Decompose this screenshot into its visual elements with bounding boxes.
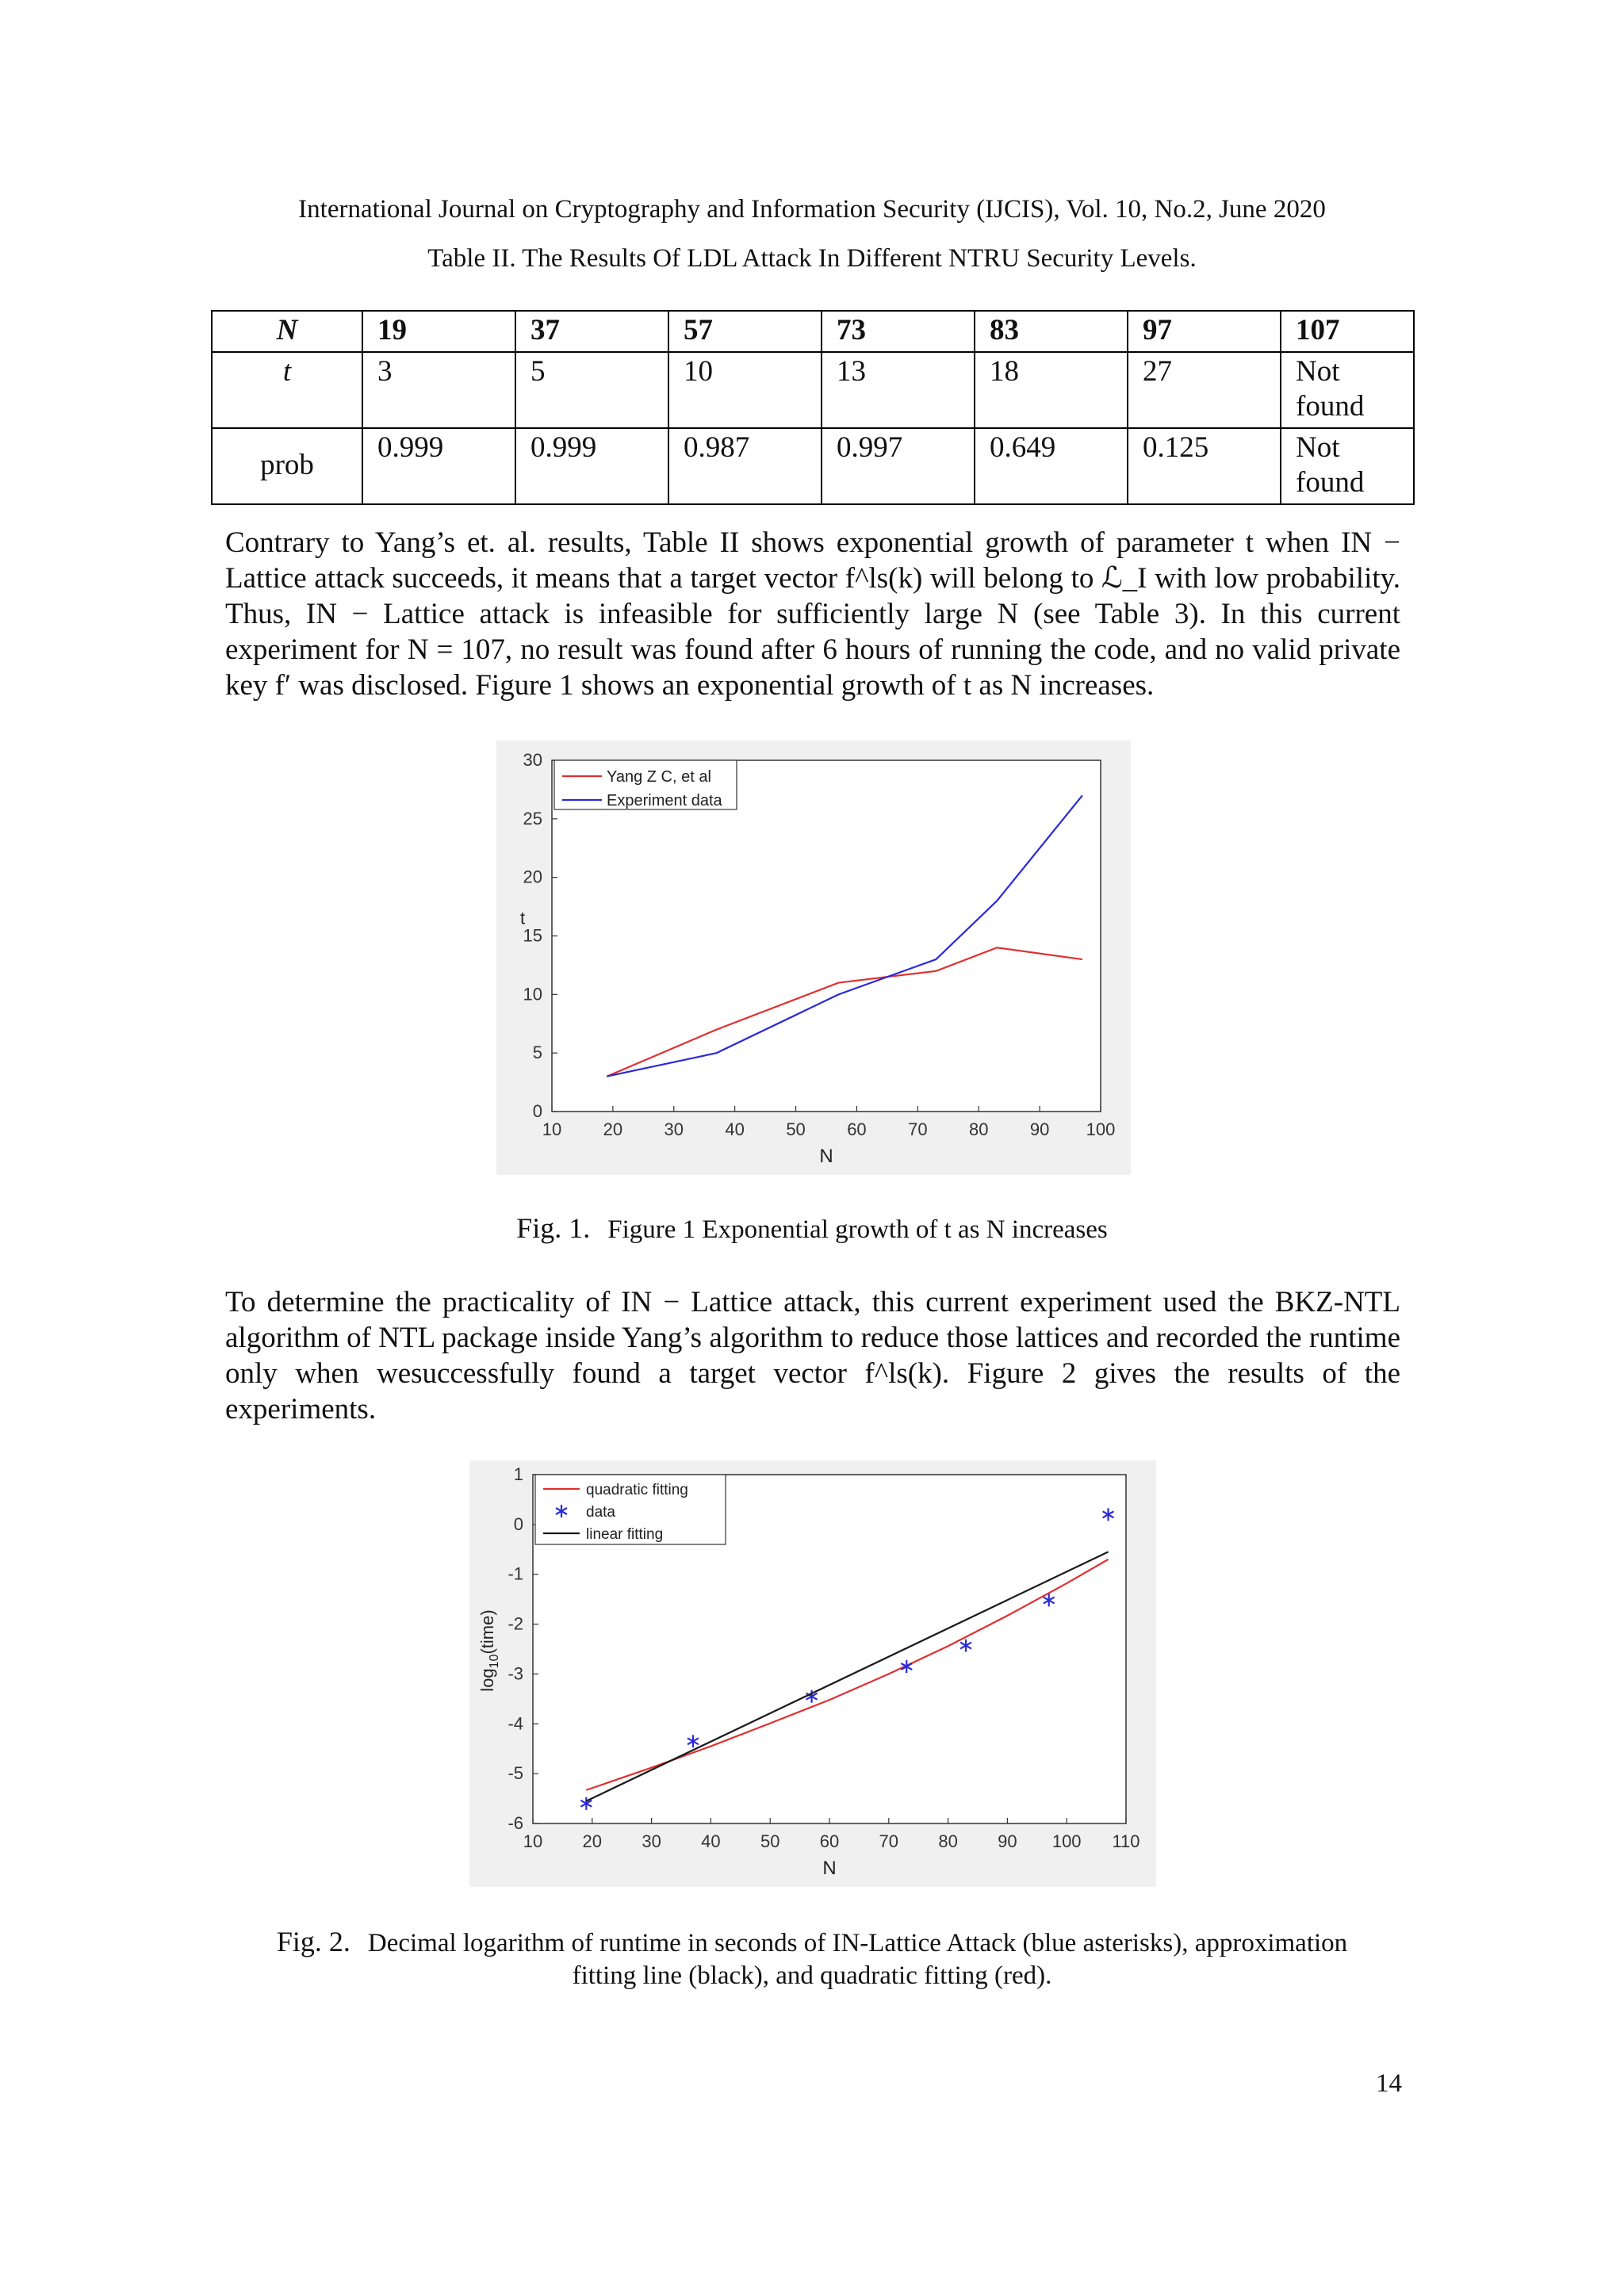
figure-2-caption-line1: Decimal logarithm of runtime in seconds of IN-Lattice Attack (blue asterisks), approximation [367, 1929, 1348, 1957]
x-tick-label: 20 [582, 1831, 603, 1851]
x-tick-label: 60 [847, 1119, 867, 1139]
x-tick-label: 10 [542, 1119, 562, 1139]
table-cell: 97 [1128, 311, 1281, 352]
scatter-chart [469, 1460, 1156, 1887]
paragraph-2-text: To determine the practicality of IN − Lattice attack, this current experiment used the BKZ-NTL algorithm of NTL package inside Yang’s algorithm to reduce those lattices and recorded the runtime only when wesuccessfully found a target vector f^ls(k). Figure 2 gives the results of the experiments. [225, 1286, 1400, 1425]
y-tick-label: -6 [508, 1813, 523, 1833]
x-tick-label: 60 [819, 1831, 840, 1851]
table-cell: Not found [1281, 428, 1414, 504]
table-cell: 3 [362, 352, 515, 428]
x-axis-label: N [819, 1146, 833, 1167]
x-tick-label: 50 [760, 1831, 780, 1851]
figure-2 [469, 1460, 1156, 1887]
plot-area [552, 760, 1101, 1112]
x-tick-label: 20 [603, 1119, 623, 1139]
legend-label: Yang Z C, et al [607, 768, 711, 786]
x-tick-label: 90 [998, 1831, 1017, 1851]
y-tick-label: 25 [523, 808, 542, 828]
x-tick-label: 110 [1112, 1831, 1140, 1851]
table-row [212, 428, 1414, 504]
table-row-label: prob [212, 428, 362, 504]
x-tick-label: 40 [701, 1831, 721, 1851]
legend-label: linear fitting [586, 1526, 664, 1543]
table-cell: 5 [515, 352, 668, 428]
table-cell: 73 [822, 311, 975, 352]
y-tick-label: 5 [532, 1043, 542, 1063]
legend-label: Experiment data [607, 792, 722, 809]
x-tick-label: 40 [725, 1119, 745, 1139]
paragraph-2 [225, 1284, 1400, 1427]
table-cell: 0.997 [822, 428, 975, 504]
y-tick-label: 0 [513, 1513, 523, 1534]
y-tick-label: -3 [508, 1663, 523, 1684]
table-cell: 0.649 [975, 428, 1128, 504]
table-caption: Table II. The Results Of LDL Attack In Different NTRU Security Levels. [427, 244, 1197, 273]
y-tick-label: 1 [513, 1464, 523, 1484]
table-cell: 0.125 [1128, 428, 1281, 504]
table-row [212, 311, 1414, 352]
table-cell: 18 [975, 352, 1128, 428]
paragraph-1 [225, 525, 1400, 703]
figure-1 [496, 740, 1131, 1175]
x-tick-label: 30 [664, 1119, 684, 1139]
table-cell: 19 [362, 311, 515, 352]
table-cell: 10 [668, 352, 822, 428]
x-tick-label: 90 [1029, 1119, 1050, 1139]
figure-1-caption [0, 1211, 1624, 1245]
table-row [212, 352, 1414, 428]
journal-header: International Journal on Cryptography and Information Security (IJCIS), Vol. 10, No.2, June 2020 [298, 195, 1326, 224]
y-tick-label: 15 [523, 925, 542, 946]
table-cell: 0.999 [515, 428, 668, 504]
figure-1-caption-text: Figure 1 Exponential growth of t as N increases [607, 1215, 1108, 1244]
table-cell: Not found [1281, 352, 1414, 428]
table-cell: 0.999 [362, 428, 515, 504]
x-tick-label: 100 [1051, 1831, 1082, 1851]
table-cell: 107 [1281, 311, 1414, 352]
y-tick-label: 30 [523, 750, 542, 770]
table-cell: 27 [1128, 352, 1281, 428]
table-cell: 57 [668, 311, 822, 352]
y-tick-label: -5 [508, 1763, 523, 1784]
y-axis-label: $\log_{10}(time)$ [477, 1609, 501, 1692]
table-cell: 83 [975, 311, 1128, 352]
paragraph-1-text: Contrary to Yang’s et. al. results, Table II shows exponential growth of parameter t when IN − Lattice attack succeeds, it means that a target vector f^ls(k) will belong to ℒ_I with low probability. Thus, IN − Lattice attack is infeasible for sufficiently large N (see Table 3). In this current experiment for N = 107, no result was found after 6 hours of running the code, and no valid private key f′ was disclosed. Figure 1 shows an exponential growth of t as N increases. [225, 526, 1400, 702]
table-cell: 37 [515, 311, 668, 352]
x-tick-label: 70 [879, 1831, 899, 1851]
line-chart [496, 740, 1131, 1175]
legend-label: quadratic fitting [586, 1482, 688, 1498]
page-number: 14 [1376, 2069, 1402, 2098]
figure-2-caption-line2: fitting line (black), and quadratic fitting (red). [572, 1961, 1052, 1990]
y-tick-label: -4 [508, 1713, 523, 1734]
figure-2-caption [0, 1925, 1624, 1991]
y-tick-label: 20 [523, 867, 542, 887]
y-tick-label: -2 [508, 1613, 523, 1634]
y-tick-label: 0 [532, 1101, 542, 1121]
x-tick-label: 10 [523, 1831, 543, 1851]
table-cell: 0.987 [668, 428, 822, 504]
x-axis-label: N [822, 1858, 837, 1879]
y-tick-label: -1 [508, 1563, 523, 1584]
y-axis-label: t [519, 908, 526, 928]
figure-1-number: Fig. 1. [516, 1212, 591, 1244]
x-tick-label: 30 [642, 1831, 661, 1851]
x-tick-label: 80 [938, 1831, 958, 1851]
x-tick-label: 50 [786, 1119, 806, 1139]
x-tick-label: 100 [1086, 1119, 1116, 1139]
table-row-label: N [212, 311, 362, 352]
results-table [211, 310, 1415, 505]
x-tick-label: 80 [968, 1119, 989, 1139]
table-row-label: t [212, 352, 362, 428]
legend-label: data [586, 1504, 615, 1521]
figure-2-number: Fig. 2. [276, 1926, 350, 1957]
y-tick-label: 10 [523, 984, 542, 1004]
x-tick-label: 70 [908, 1119, 928, 1139]
table-cell: 13 [822, 352, 975, 428]
